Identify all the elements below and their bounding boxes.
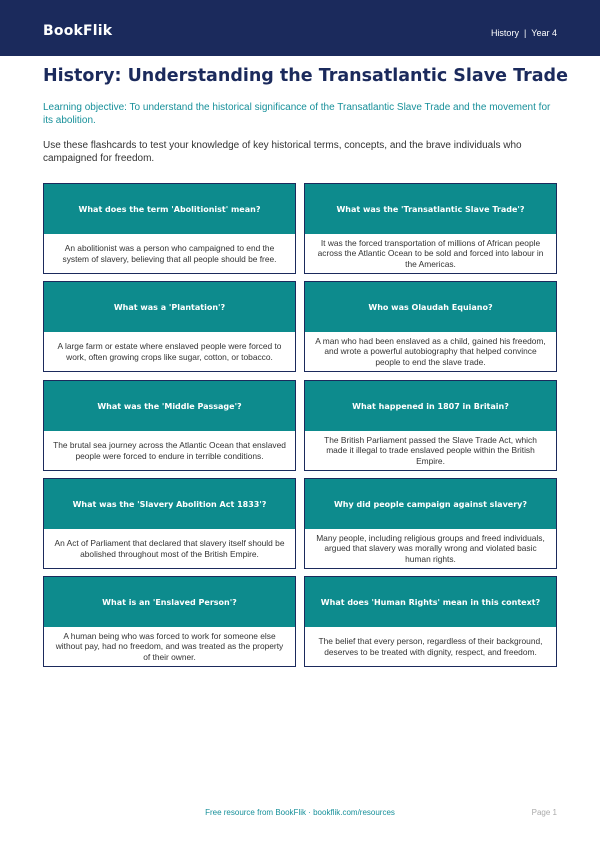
flashcard[interactable] [43, 281, 296, 372]
brand-logo[interactable]: BookFlik [43, 23, 113, 39]
page-title: History: Understanding the Transatlantic Slave Trade [43, 66, 568, 86]
flashcard-question: What was a 'Plantation'? [44, 282, 295, 332]
breadcrumb-subject: History [490, 28, 519, 38]
flashcard-question: What was the 'Slavery Abolition Act 1833'? [44, 479, 295, 529]
flashcard-answer: A large farm or estate where enslaved people were forced to work, often growing crops like sugar, cotton, or tobacco. [57, 341, 282, 362]
page-number: Page 1 [531, 808, 557, 817]
flashcard-question: What was the 'Middle Passage'? [44, 381, 295, 431]
flashcard-answer: Many people, including religious groups and freed individuals, argued that slavery was morally wrong and violated basic human rights. [316, 532, 545, 564]
flashcard[interactable] [43, 183, 296, 274]
intro-text: Use these flashcards to test your knowledge of key historical terms, concepts, and the brave individuals who campaigned for freedom. [43, 140, 522, 164]
flashcard-answer: The belief that every person, regardless of their background, deserves to be treated with dignity, respect, and freedom. [318, 636, 543, 657]
flashcard-answer: The brutal sea journey across the Atlantic Ocean that enslaved people were forced to endure in terrible conditions. [53, 440, 286, 461]
flashcard[interactable] [43, 380, 296, 471]
flashcard-question: What does 'Human Rights' mean in this context? [305, 577, 556, 627]
flashcard-question: What happened in 1807 in Britain? [305, 381, 556, 431]
flashcard[interactable] [304, 281, 557, 372]
footer-link[interactable]: Free resource from BookFlik · bookflik.com/resources [205, 808, 395, 817]
flashcard-question: What does the term 'Abolitionist' mean? [44, 184, 295, 234]
flashcard[interactable] [43, 576, 296, 667]
flashcard-answer: An Act of Parliament that declared that slavery itself should be abolished throughout most of the British Empire. [54, 538, 285, 559]
learning-objective: Learning objective: To understand the historical significance of the Transatlantic Slave Trade and the movement for its abolition. [43, 102, 551, 126]
flashcard[interactable] [304, 183, 557, 274]
flashcard-answer: A human being who was forced to work for someone else without pay, had no freedom, and was treated as the property of their owner. [55, 630, 284, 662]
flashcard[interactable] [43, 478, 296, 569]
breadcrumb-separator: | [523, 28, 527, 38]
flashcard[interactable] [304, 380, 557, 471]
flashcard-question: What was the 'Transatlantic Slave Trade'? [305, 184, 556, 234]
site-header [0, 0, 600, 56]
flashcard-answer: A man who had been enslaved as a child, gained his freedom, and wrote a powerful autobiography that helped convince people to end the slave trade. [315, 335, 546, 367]
flashcard-answer: The British Parliament passed the Slave Trade Act, which made it illegal to trade enslaved people within the British Empire. [324, 434, 537, 466]
flashcard-question: Why did people campaign against slavery? [305, 479, 556, 529]
breadcrumb-year: Year 4 [531, 28, 557, 38]
flashcard-answer: An abolitionist was a person who campaigned to end the system of slavery, believing that all people should be free. [62, 243, 277, 264]
flashcard-question: What is an 'Enslaved Person'? [44, 577, 295, 627]
flashcard-question: Who was Olaudah Equiano? [305, 282, 556, 332]
breadcrumb [491, 28, 557, 38]
flashcard[interactable] [304, 478, 557, 569]
flashcard[interactable] [304, 576, 557, 667]
flashcard-answer: It was the forced transportation of millions of African people across the Atlantic Ocean to be sold and forced into labour in the Americas. [317, 237, 544, 269]
